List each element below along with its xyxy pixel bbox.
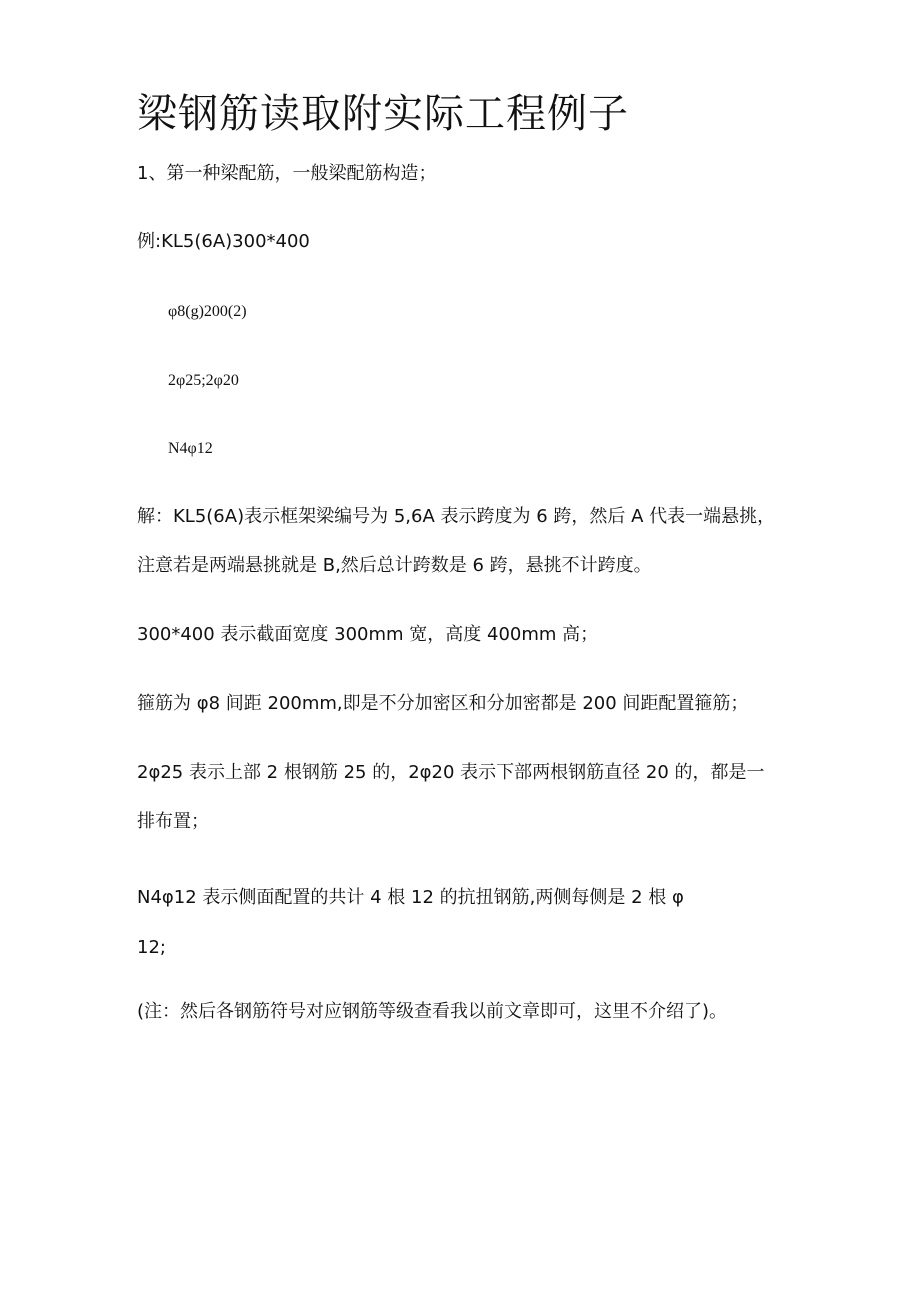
- side-bar-line: N4φ12 表示侧面配置的共计 4 根 12 的抗扭钢筋,两侧每侧是 2 根 φ: [137, 887, 684, 908]
- stirrup-spec: φ8(g)200(2): [168, 303, 247, 320]
- side-bar-line-continued: 12;: [137, 937, 166, 958]
- note-line: (注：然后各钢筋符号对应钢筋等级查看我以前文章即可，这里不介绍了)。: [137, 1001, 728, 1022]
- example-label: 例:KL5(6A)300*400: [137, 231, 310, 252]
- document-title: 梁钢筋读取附实际工程例子: [137, 91, 629, 137]
- explanation-line: 解：KL5(6A)表示框架梁编号为 5,6A 表示跨度为 6 跨，然后 A 代表一端悬挑，: [137, 506, 776, 527]
- explanation-line: 注意若是两端悬挑就是 B,然后总计跨数是 6 跨，悬挑不计跨度。: [137, 555, 652, 576]
- main-bar-line: 2φ25 表示上部 2 根钢筋 25 的，2φ20 表示下部两根钢筋直径 20 的，都是一: [137, 762, 765, 783]
- section-size-line: 300*400 表示截面宽度 300mm 宽，高度 400mm 高；: [137, 624, 599, 645]
- side-bar-spec: N4φ12: [168, 440, 213, 457]
- main-bar-spec: 2φ25;2φ20: [168, 372, 239, 389]
- main-bar-line-continued: 排布置；: [137, 811, 209, 832]
- stirrup-line: 箍筋为 φ8 间距 200mm,即是不分加密区和分加密都是 200 间距配置箍筋；: [137, 693, 749, 714]
- section-heading: 1、第一种梁配筋，一般梁配筋构造；: [137, 163, 437, 184]
